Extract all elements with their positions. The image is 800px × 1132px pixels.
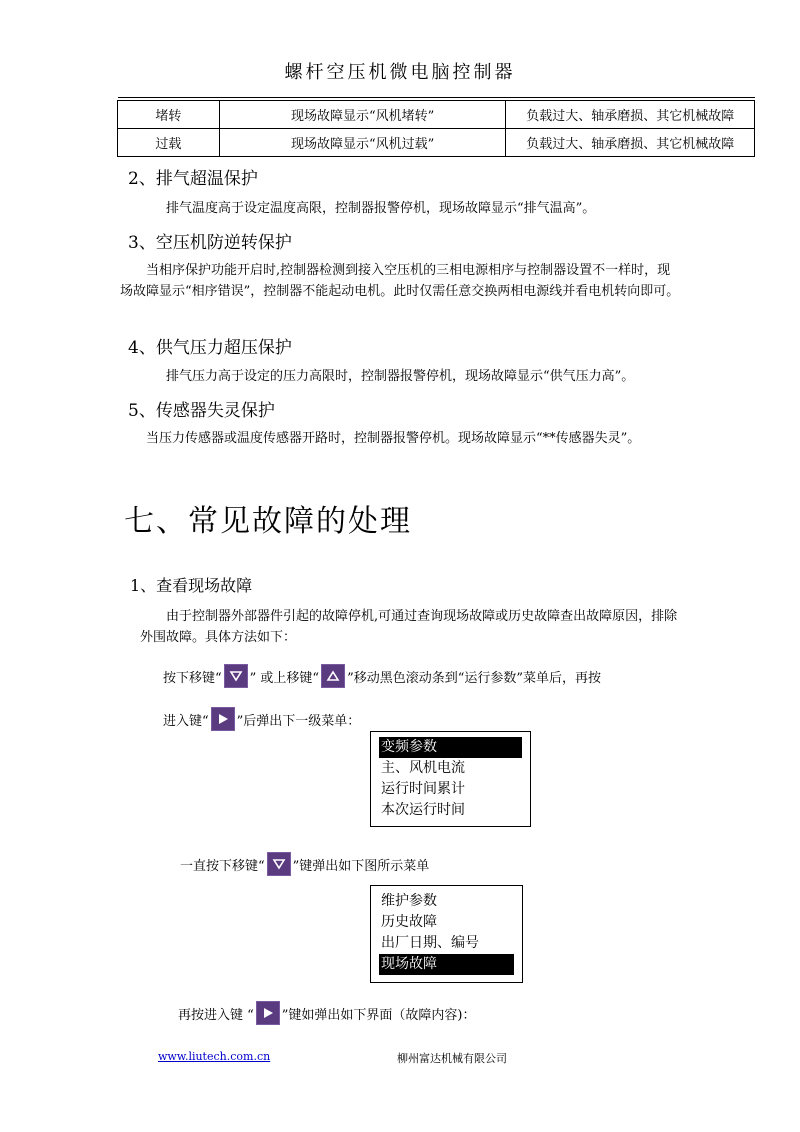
section-text-exhaust-overtemp: 排气温度高于设定温度高限，控制器报警停机，现场故障显示“排气温高”。 [166, 201, 596, 216]
down-key-icon [267, 852, 291, 876]
instruction-text: ”键弹出如下图所示菜单 [292, 859, 430, 874]
menu-item: 历史故障 [381, 914, 437, 930]
section-text-overpressure: 排气压力高于设定的压力高限时，控制器报警停机，现场故障显示“供气压力高”。 [166, 369, 635, 384]
section-text-reverse-protection: 当相序保护功能开启时,控制器检测到接入空压机的三相电源相序与控制器设置不一样时，现场故障显示“相序错误”，控制器不能起动电机。此时仅需任意交换两相电源线并看电机转向即可。 [120, 263, 680, 299]
page-header-title: 螺杆空压机微电脑控制器 [284, 62, 516, 83]
fault-display-cell: 现场故障显示“风机过载” [219, 129, 506, 157]
menu-maintenance [370, 885, 523, 983]
table-row [118, 101, 755, 129]
menu-item: 维护参数 [381, 893, 437, 909]
fault-cause-cell: 负载过大、轴承磨损、其它机械故障 [506, 129, 755, 157]
enter-key-icon [256, 1001, 280, 1025]
menu-run-params [370, 731, 531, 827]
menu-item: 变频参数 [379, 737, 522, 758]
instruction-line-2 [163, 707, 360, 731]
subsection-title: 1、查看现场故障 [130, 576, 253, 595]
intro-text: 由于控制器外部器件引起的故障停机,可通过查询现场故障或历史故障查出故障原因，排除外围故障。具体方法如下： [140, 609, 678, 645]
instruction-line-3 [180, 852, 429, 876]
footer-website-link[interactable]: www.liutech.com.cn [158, 1050, 271, 1063]
header-divider [118, 97, 755, 98]
footer-company: 柳州富达机械有限公司 [397, 1052, 507, 1065]
section-heading-reverse-protection: 3、空压机防逆转保护 [128, 233, 292, 253]
instruction-text: ” 或上移键“ [249, 671, 320, 686]
section-heading-overpressure: 4、供气压力超压保护 [128, 338, 292, 358]
instruction-line-1 [163, 664, 601, 688]
menu-item: 出厂日期、编号 [381, 935, 479, 951]
enter-key-icon [211, 707, 235, 731]
instruction-text: ”键如弹出如下界面（故障内容)： [281, 1008, 476, 1023]
menu-item: 主、风机电流 [381, 760, 465, 776]
fault-display-cell: 现场故障显示“风机堵转” [219, 101, 506, 129]
instruction-text: 按下移键“ [163, 671, 222, 686]
instruction-text: 进入键“ [163, 714, 209, 729]
instruction-text: 再按进入键 “ [178, 1008, 254, 1023]
instruction-text: ”移动黑色滚动条到“运行参数”菜单后，再按 [347, 671, 602, 686]
fault-cause-cell: 负载过大、轴承磨损、其它机械故障 [506, 101, 755, 129]
instruction-line-4 [178, 1001, 476, 1025]
fault-name-cell: 堵转 [118, 101, 220, 129]
section-heading-sensor-failure: 5、传感器失灵保护 [128, 401, 275, 421]
menu-item: 现场故障 [379, 954, 514, 975]
menu-item: 运行时间累计 [381, 781, 465, 797]
menu-item: 本次运行时间 [381, 802, 465, 818]
chapter-title: 七、常见故障的处理 [124, 504, 412, 539]
section-text-sensor-failure: 当压力传感器或温度传感器开路时，控制器报警停机。现场故障显示“**传感器失灵”。 [146, 431, 641, 446]
table-row [118, 129, 755, 157]
up-key-icon [321, 664, 345, 688]
fault-name-cell: 过载 [118, 129, 220, 157]
instruction-text: ”后弹出下一级菜单： [236, 714, 361, 729]
down-key-icon [224, 664, 248, 688]
instruction-text: 一直按下移键“ [180, 859, 265, 874]
section-heading-exhaust-overtemp: 2、排气超温保护 [128, 169, 258, 189]
fault-table [117, 100, 755, 157]
